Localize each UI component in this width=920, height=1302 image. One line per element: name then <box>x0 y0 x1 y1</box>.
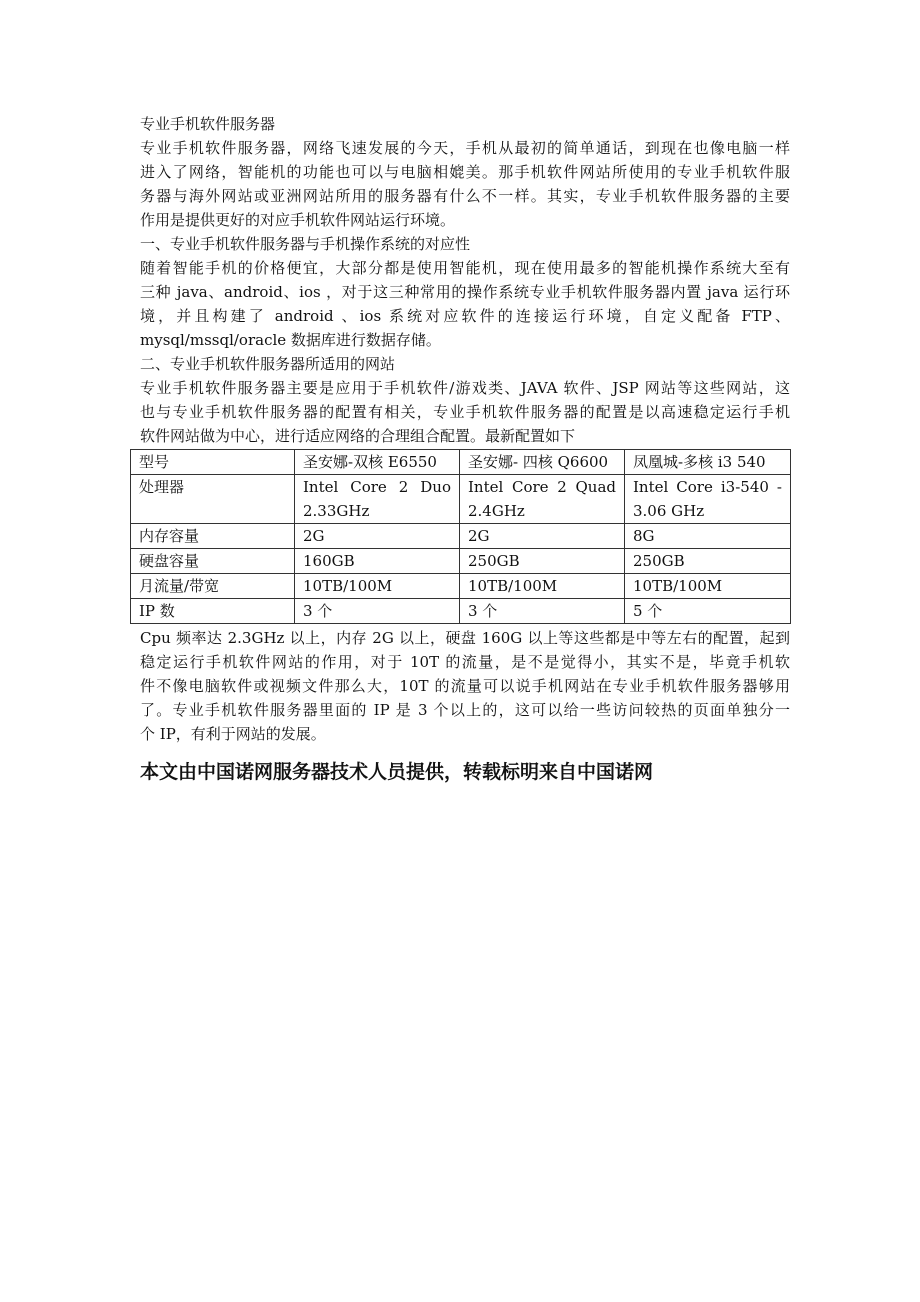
section1-line: 境，并且构建了 android 、ios 系统对应软件的连接运行环境，自定义配备 FTP、 <box>140 307 790 325</box>
conclusion-line: 件不像电脑软件或视频文件那么大，10T 的流量可以说手机网站在专业手机软件服务器够用 <box>140 677 790 695</box>
table-row <box>131 574 791 599</box>
table-cell: 3 个 <box>460 599 625 624</box>
table-row <box>131 599 791 624</box>
document-title: 专业手机软件服务器 <box>140 115 276 133</box>
section2-heading: 二、专业手机软件服务器所适用的网站 <box>140 355 396 373</box>
intro-line: 专业手机软件服务器，网络飞速发展的今天，手机从最初的简单通话，到现在也像电脑一样 <box>140 139 790 157</box>
table-cell: 2G <box>295 524 460 549</box>
table-cell: 250GB <box>460 549 625 574</box>
table-header-cell: 圣安娜- 四核 Q6600 <box>460 450 625 475</box>
section1-line: 随着智能手机的价格便宜，大部分都是使用智能机，现在使用最多的智能机操作系统大至有 <box>140 259 790 277</box>
table-header-cell: 凤凰城-多核 i3 540 <box>625 450 791 475</box>
table-cell: IP 数 <box>131 599 295 624</box>
conclusion-line: 稳定运行手机软件网站的作用，对于 10T 的流量，是不是觉得小，其实不是，毕竟手机软 <box>140 653 790 671</box>
table-cell: 处理器 <box>131 475 295 524</box>
conclusion-line: Cpu 频率达 2.3GHz 以上，内存 2G 以上，硬盘 160G 以上等这些都是中等左右的配置，起到 <box>140 629 790 647</box>
table-cell: 月流量/带宽 <box>131 574 295 599</box>
intro-line: 务器与海外网站或亚洲网站所用的服务器有什么不一样。其实，专业手机软件服务器的主要 <box>140 187 790 205</box>
table-cell: 10TB/100M <box>625 574 791 599</box>
table-cell: 内存容量 <box>131 524 295 549</box>
conclusion-line: 了。专业手机软件服务器里面的 IP 是 3 个以上的，这可以给一些访问较热的页面单独分一 <box>140 701 790 719</box>
table-cell: 10TB/100M <box>295 574 460 599</box>
table-row <box>131 475 791 524</box>
table-cell: 5 个 <box>625 599 791 624</box>
table-cell <box>460 475 625 524</box>
section2-line: 软件网站做为中心，进行适应网络的合理组合配置。最新配置如下 <box>140 427 576 445</box>
conclusion-block <box>140 626 790 746</box>
document-body <box>140 112 790 805</box>
table-cell: 3 个 <box>295 599 460 624</box>
table-cell: 10TB/100M <box>460 574 625 599</box>
table-cell: 160GB <box>295 549 460 574</box>
section2-line: 也与专业手机软件服务器的配置有相关，专业手机软件服务器的配置是以高速稳定运行手机 <box>140 403 790 421</box>
section2-line: 专业手机软件服务器主要是应用于手机软件/游戏类、JAVA 软件、JSP 网站等这些网站，这 <box>140 379 790 397</box>
section1-line: 三种 java、android、ios ，对于这三种常用的操作系统专业手机软件服务器内置 java 运行环 <box>140 283 790 301</box>
table-cell: 硬盘容量 <box>131 549 295 574</box>
table-header-row <box>131 450 791 475</box>
server-spec-table <box>130 449 791 624</box>
attribution-note: 本文由中国诺网服务器技术人员提供，转载标明来自中国诺网 <box>140 761 654 783</box>
intro-line: 作用是提供更好的对应手机软件网站运行环境。 <box>140 211 456 229</box>
table-cell: 250GB <box>625 549 791 574</box>
section1-heading: 一、专业手机软件服务器与手机操作系统的对应性 <box>140 235 471 253</box>
table-header-cell: 圣安娜-双核 E6550 <box>295 450 460 475</box>
table-header-cell: 型号 <box>131 450 295 475</box>
table-cell: 8G <box>625 524 791 549</box>
table-row <box>131 549 791 574</box>
table-cell <box>295 475 460 524</box>
intro-line: 进入了网络，智能机的功能也可以与电脑相媲美。那手机软件网站所使用的专业手机软件服 <box>140 163 790 181</box>
table-cell-text: Intel Core i3-540 - 3.06 GHz <box>633 478 782 520</box>
table-cell <box>625 475 791 524</box>
section1-line: mysql/mssql/oracle 数据库进行数据存储。 <box>140 331 441 349</box>
table-cell-text: Intel Core 2 Quad 2.4GHz <box>468 478 616 520</box>
conclusion-line: 个 IP，有利于网站的发展。 <box>140 725 326 743</box>
table-row <box>131 524 791 549</box>
table-cell-text: Intel Core 2 Duo 2.33GHz <box>303 478 451 520</box>
table-cell: 2G <box>460 524 625 549</box>
